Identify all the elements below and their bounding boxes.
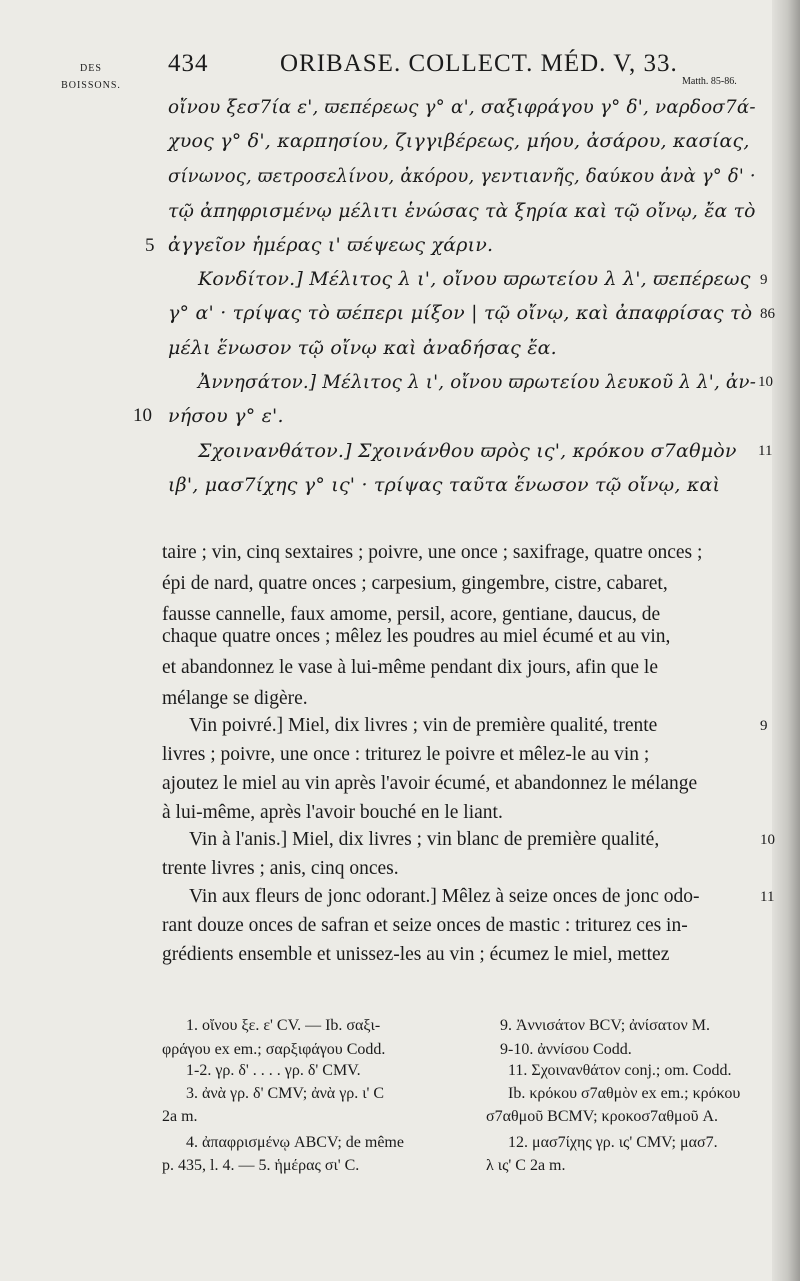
margin-number: 86 — [760, 306, 775, 322]
footnote-left: p. 435, l. 4. — 5. ἡμέρας σι' C. — [162, 1157, 360, 1174]
greek-line: Κονδίτον.] Μέλιτος λ ι', οἴνου ϖρωτείου λ λ', ϖεπέρεως — [198, 268, 751, 290]
footnote-left: φράγου ex em.; σαρξιφάγου Codd. — [162, 1041, 386, 1058]
greek-line-number: 10 — [133, 405, 152, 426]
footnote-left: 1-2. γρ. δ' . . . . γρ. δ' CMV. — [186, 1062, 361, 1079]
footnote-right: Ib. κρόκου σ7αθμὸν ex em.; κρόκου — [508, 1085, 741, 1102]
side-label-line-1: DES — [80, 63, 102, 74]
greek-line: ἀγγεῖον ἡμέρας ι' ϖέψεως χάριν. — [168, 234, 494, 256]
french-line: livres ; poivre, une once : triturez le poivre et mêlez-le au vin ; — [162, 744, 650, 765]
french-line: et abandonnez le vase à lui-même pendant dix jours, afin que le — [162, 657, 658, 678]
french-line: fausse cannelle, faux amome, persil, acore, gentiane, daucus, de — [162, 604, 661, 625]
french-line: grédients ensemble et unissez-les au vin ; écumez le miel, mettez — [162, 944, 670, 965]
french-line: taire ; vin, cinq sextaires ; poivre, une once ; saxifrage, quatre onces ; — [162, 542, 703, 563]
margin-number: 10 — [758, 374, 773, 390]
french-line: trente livres ; anis, cinq onces. — [162, 858, 399, 879]
footnote-left: 2a m. — [162, 1108, 198, 1125]
footnote-right: λ ις' C 2a m. — [486, 1157, 566, 1174]
greek-line: Σχοινανθάτον.] Σχοινάνθου ϖρὸς ις', κρόκου σ7αθμὸν — [198, 440, 737, 462]
footnote-right: σ7αθμοῦ BCMV; κροκοσ7αθμοῦ A. — [486, 1108, 719, 1125]
greek-line: γ° α' · τρίψας τὸ ϖέπερι μίξον | τῷ οἴνῳ, καὶ ἀπαφρίσας τὸ — [168, 302, 753, 324]
running-title: ORIBASE. COLLECT. MÉD. V, 33. — [280, 50, 678, 77]
french-line: Vin aux fleurs de jonc odorant.] Mêlez à seize onces de jonc odo- — [189, 886, 700, 907]
french-line: épi de nard, quatre onces ; carpesium, gingembre, cistre, cabaret, — [162, 573, 668, 594]
footnote-right: 12. μασ7ίχης γρ. ις' CMV; μασ7. — [508, 1134, 718, 1151]
footnote-right: 9. Ἀννισάτον BCV; ἀνίσατον M. — [500, 1017, 710, 1034]
greek-line: μέλι ἕνωσον τῷ οἴνῳ καὶ ἀναδήσας ἔα. — [168, 337, 557, 359]
greek-line: ιβ', μασ7ίχης γ° ις' · τρίψας ταῦτα ἕνωσον τῷ οἴνῳ, καὶ — [168, 474, 721, 496]
footnote-right: 9-10. ἀννίσου Codd. — [500, 1041, 632, 1058]
french-line: à lui-même, après l'avoir bouché en le liant. — [162, 802, 503, 823]
french-line: Vin à l'anis.] Miel, dix livres ; vin blanc de première qualité, — [189, 829, 660, 850]
margin-number: 9 — [760, 718, 768, 734]
greek-line: σίνωνος, ϖετροσελίνου, ἀκόρου, γεντιανῆς, δαύκου ἀνὰ γ° δ' · — [168, 165, 756, 187]
greek-line: τῷ ἀπηφρισμένῳ μέλιτι ἑνώσας τὰ ξηρία καὶ τῷ οἴνῳ, ἔα τὸ — [168, 200, 756, 222]
footnote-left: 1. οἴνου ξε. ε' CV. — Ib. σαξι- — [186, 1017, 381, 1034]
french-line: Vin poivré.] Miel, dix livres ; vin de première qualité, trente — [189, 715, 658, 736]
footnote-left: 4. ἀπαφρισμένῳ ABCV; de même — [186, 1134, 404, 1151]
margin-number: 11 — [760, 889, 775, 905]
french-line: rant douze onces de safran et seize onces de mastic : triturez ces in- — [162, 915, 688, 936]
matthaei-reference: Matth. 85-86. — [682, 76, 737, 87]
french-line: chaque quatre onces ; mêlez les poudres au miel écumé et au vin, — [162, 626, 671, 647]
greek-line: νήσου γ° ε'. — [168, 405, 284, 427]
footnote-left: 3. ἀνὰ γρ. δ' CMV; ἀνὰ γρ. ι' C — [186, 1085, 385, 1102]
page-number: 434 — [168, 50, 209, 77]
side-label-line-2: BOISSONS. — [61, 80, 121, 91]
book-spine-shadow — [772, 0, 800, 1281]
margin-number: 10 — [760, 832, 775, 848]
margin-number: 11 — [758, 443, 773, 459]
greek-line: χυος γ° δ', καρπησίου, ζιγγιβέρεως, μήου, ἀσάρου, κασίας, — [168, 130, 750, 152]
margin-number: 9 — [760, 272, 768, 288]
greek-line-number: 5 — [145, 235, 155, 256]
greek-line: Ἀννησάτον.] Μέλιτος λ ι', οἴνου ϖρωτείου λευκοῦ λ λ', ἀν- — [198, 371, 757, 393]
french-line: ajoutez le miel au vin après l'avoir écumé, et abandonnez le mélange — [162, 773, 698, 794]
greek-line: οἴνου ξεσ7ία ε', ϖεπέρεως γ° α', σαξιφράγου γ° δ', ναρδοσ7ά- — [168, 96, 756, 118]
footnote-right: 11. Σχοινανθάτον conj.; om. Codd. — [508, 1062, 732, 1079]
french-line: mélange se digère. — [162, 688, 308, 709]
